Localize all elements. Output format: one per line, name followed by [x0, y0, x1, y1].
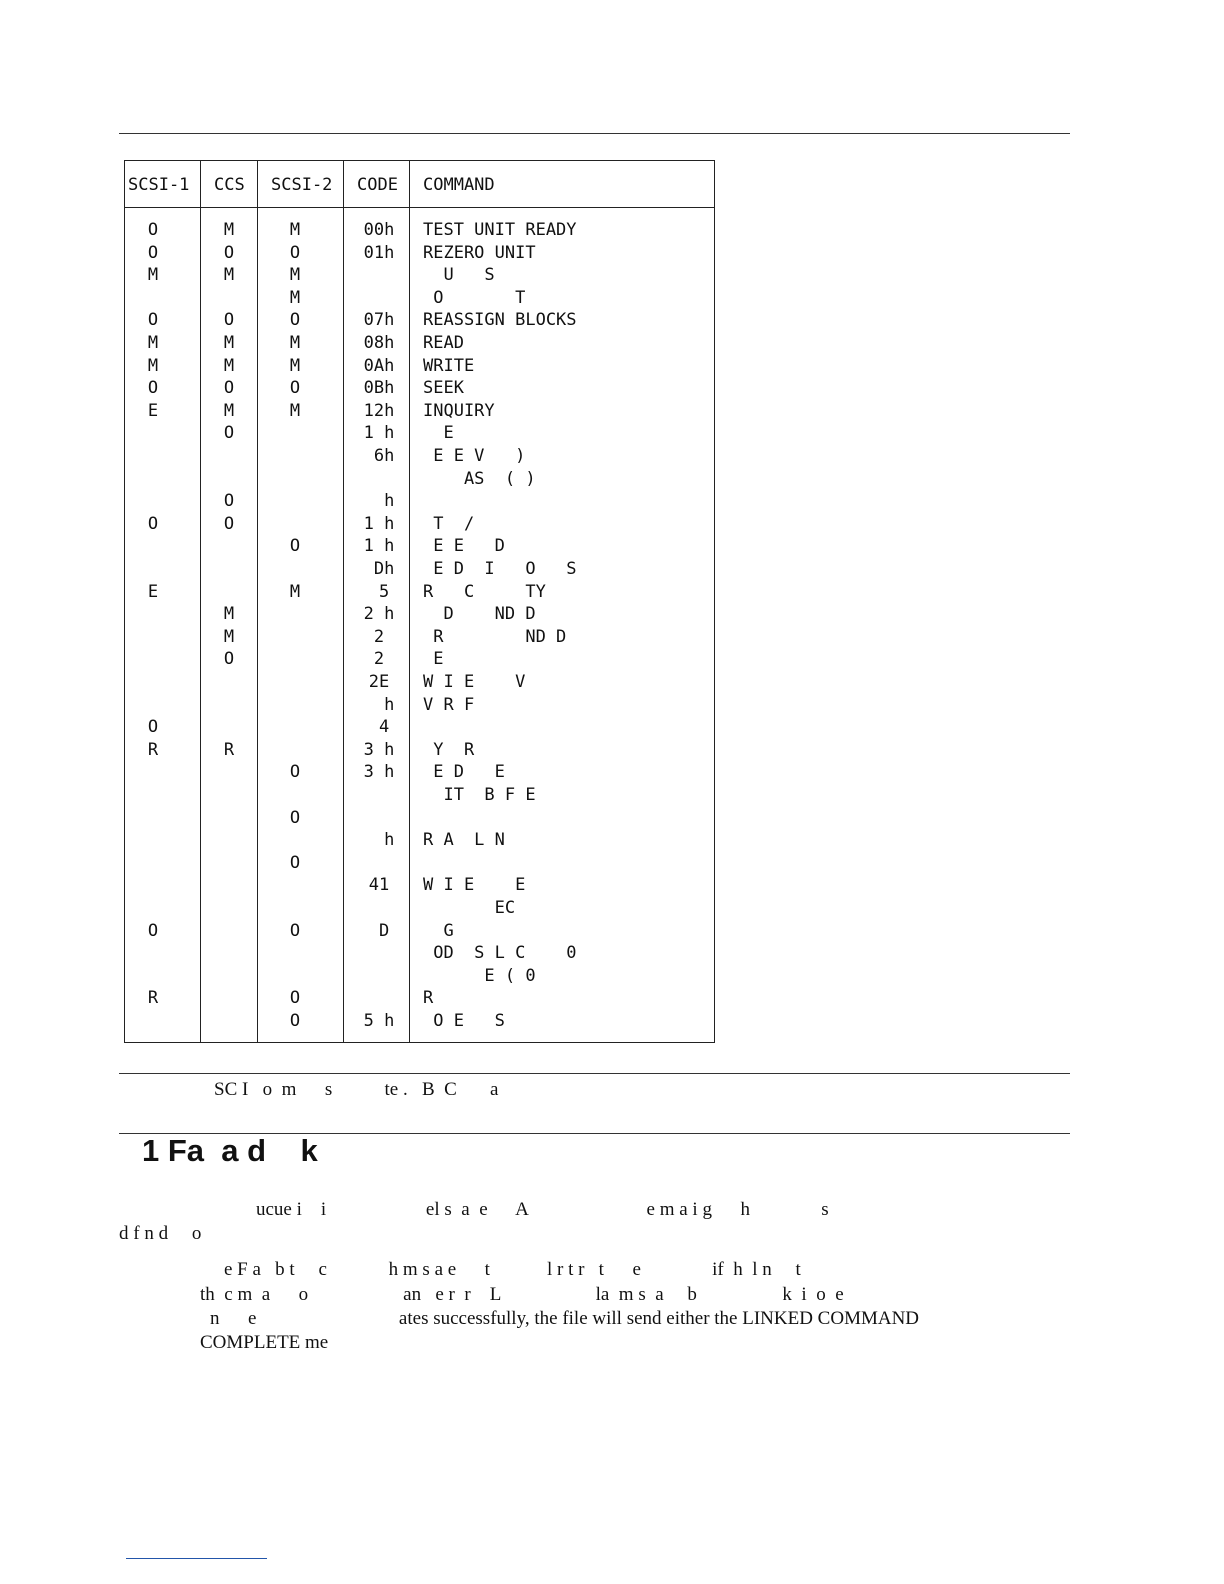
cell-ccs: O [223, 242, 235, 263]
cell-command: E E D [423, 536, 505, 557]
table-row [125, 761, 714, 783]
cell-code: D [368, 920, 390, 941]
table-row [125, 965, 714, 987]
table-caption: SC I o m s te . B C a [214, 1079, 499, 1100]
cell-code: 08h [363, 333, 395, 353]
cell-command: W I E V [423, 672, 526, 692]
cell-scsi1: O [147, 310, 159, 331]
cell-code: 4 [368, 717, 390, 738]
table-row [125, 897, 714, 919]
table-row [125, 513, 714, 535]
cell-ccs: O [223, 513, 235, 534]
cell-ccs: M [223, 400, 235, 421]
section-heading: 1 Fa a d k [142, 1133, 318, 1168]
cell-code: 6h [363, 446, 395, 466]
cell-scsi2: M [289, 400, 301, 421]
cell-ccs: O [223, 649, 235, 670]
cell-scsi2: M [289, 287, 301, 308]
cell-scsi2: M [289, 355, 301, 376]
cell-command: READ [423, 333, 464, 353]
table-row [125, 626, 714, 648]
header-scsi1: SCSI-1 [128, 175, 190, 195]
cell-scsi2: O [289, 242, 301, 263]
table-row [125, 987, 714, 1009]
cell-code: h [363, 491, 395, 512]
cell-command: R A L N [423, 830, 505, 851]
command-table [124, 160, 715, 1043]
table-row [125, 716, 714, 738]
paragraph-line: e F a b t c h m s a e t l r t r t e if h l n t [224, 1259, 801, 1280]
paragraph-line: n e ates successfully, the file will send either the LINKED COMMAND [210, 1308, 920, 1329]
table-row [125, 219, 714, 241]
cell-scsi2: M [289, 581, 301, 602]
cell-scsi2: M [289, 265, 301, 286]
cell-command: E D I O S [423, 559, 577, 579]
cell-command: TEST UNIT READY [423, 220, 577, 240]
cell-scsi2: O [289, 762, 301, 783]
cell-code: 2 [373, 649, 385, 670]
table-row [125, 468, 714, 490]
cell-code: 3 h [363, 739, 395, 760]
cell-command: G [423, 920, 454, 941]
table-row [125, 648, 714, 670]
cell-command: V R F [423, 694, 475, 715]
cell-ccs: M [223, 333, 235, 353]
table-row [125, 671, 714, 693]
table-row [125, 242, 714, 264]
cell-ccs: O [223, 423, 235, 444]
paragraph-line: d f n d o [119, 1223, 202, 1244]
table-row [125, 784, 714, 806]
cell-command: REZERO UNIT [423, 242, 536, 263]
table-row [125, 445, 714, 467]
cell-command: SEEK [423, 378, 464, 399]
table-header [125, 161, 714, 208]
cell-command: R ND D [423, 626, 567, 647]
cell-scsi1: E [147, 400, 159, 421]
cell-ccs: O [223, 378, 235, 399]
cell-code: 2 [373, 626, 385, 647]
cell-code: 00h [363, 220, 395, 240]
cell-code: 1 h [363, 513, 395, 534]
cell-scsi1: E [147, 581, 159, 602]
cell-scsi1: O [147, 717, 159, 738]
cell-command: E ( 0 [423, 965, 536, 986]
table-row [125, 535, 714, 557]
table-row [125, 490, 714, 512]
cell-command: IT B F E [423, 785, 536, 805]
cell-code: 0Bh [363, 378, 395, 399]
table-row [125, 603, 714, 625]
cell-scsi1: M [147, 355, 159, 376]
table-row [125, 332, 714, 354]
cell-scsi1: O [147, 220, 159, 240]
cell-code: 2 h [363, 604, 395, 625]
caption-rule [119, 1073, 1070, 1074]
cell-code: Dh [363, 559, 395, 579]
cell-code: 3 h [363, 762, 395, 783]
table-row [125, 829, 714, 851]
cell-ccs: O [223, 491, 235, 512]
cell-scsi1: O [147, 242, 159, 263]
table-row [125, 287, 714, 309]
cell-command: E [423, 423, 454, 444]
cell-command: E [423, 649, 444, 670]
cell-scsi2: O [289, 536, 301, 557]
paragraph-line: COMPLETE me [200, 1332, 329, 1353]
cell-code: 1 h [363, 423, 395, 444]
cell-code: h [363, 694, 395, 715]
table-row [125, 377, 714, 399]
cell-scsi2: O [289, 852, 301, 873]
cell-command: O E S [423, 1011, 505, 1031]
cell-code: 07h [363, 310, 395, 331]
cell-scsi2: O [289, 310, 301, 331]
cell-scsi1: R [147, 739, 159, 760]
table-row [125, 422, 714, 444]
cell-code: h [363, 830, 395, 851]
cell-ccs: O [223, 310, 235, 331]
cell-scsi1: M [147, 333, 159, 353]
cell-command: E D E [423, 762, 505, 783]
cell-command: WRITE [423, 355, 475, 376]
cell-command: U S [423, 265, 495, 286]
table-row [125, 1010, 714, 1032]
cell-code: 41 [368, 875, 390, 896]
cell-command: INQUIRY [423, 400, 495, 421]
cell-ccs: R [223, 739, 235, 760]
cell-code: 12h [363, 400, 395, 421]
table-row [125, 920, 714, 942]
header-command: COMMAND [423, 175, 495, 195]
top-rule [119, 133, 1070, 134]
table-row [125, 852, 714, 874]
table-row [125, 694, 714, 716]
cell-command: W I E E [423, 875, 526, 896]
cell-code: 01h [363, 242, 395, 263]
cell-command: T / [423, 513, 475, 534]
cell-scsi2: O [289, 1011, 301, 1031]
table-row [125, 807, 714, 829]
cell-scsi2: O [289, 378, 301, 399]
cell-scsi1: R [147, 988, 159, 1009]
footnote-rule [126, 1558, 267, 1559]
cell-scsi1: O [147, 513, 159, 534]
cell-code: 1 h [363, 536, 395, 557]
paragraph-line: th c m a o an e r r L la m s a b k i o e [200, 1284, 844, 1305]
cell-ccs: M [223, 220, 235, 240]
cell-code: 5 [368, 581, 390, 602]
table-row [125, 739, 714, 761]
cell-command: E E V ) [423, 446, 526, 466]
paragraph-line: ucue i i el s a e A e m a i g h s [256, 1199, 829, 1220]
cell-command: R [423, 988, 434, 1009]
cell-command: O T [423, 287, 526, 308]
cell-code: 0Ah [363, 355, 395, 376]
cell-command: D ND D [423, 604, 536, 625]
table-row [125, 355, 714, 377]
cell-command: REASSIGN BLOCKS [423, 310, 577, 331]
cell-command: OD S L C 0 [423, 943, 577, 964]
cell-code: 2E [368, 672, 390, 692]
header-ccs: CCS [214, 175, 245, 195]
cell-ccs: M [223, 265, 235, 286]
header-code: CODE [357, 175, 398, 195]
cell-scsi2: M [289, 333, 301, 353]
table-row [125, 581, 714, 603]
cell-command: AS ( ) [423, 468, 536, 489]
cell-ccs: M [223, 355, 235, 376]
table-row [125, 558, 714, 580]
cell-scsi1: O [147, 920, 159, 941]
cell-scsi2: O [289, 920, 301, 941]
table-row [125, 874, 714, 896]
cell-scsi2: O [289, 807, 301, 828]
cell-scsi2: M [289, 220, 301, 240]
table-row [125, 309, 714, 331]
cell-scsi1: M [147, 265, 159, 286]
cell-command: R C TY [423, 581, 546, 602]
cell-scsi2: O [289, 988, 301, 1009]
header-scsi2: SCSI-2 [271, 175, 333, 195]
table-row [125, 942, 714, 964]
cell-command: Y R [423, 739, 475, 760]
cell-scsi1: O [147, 378, 159, 399]
table-row [125, 264, 714, 286]
cell-ccs: M [223, 626, 235, 647]
cell-code: 5 h [363, 1011, 395, 1031]
cell-ccs: M [223, 604, 235, 625]
table-row [125, 400, 714, 422]
cell-command: EC [423, 898, 516, 918]
